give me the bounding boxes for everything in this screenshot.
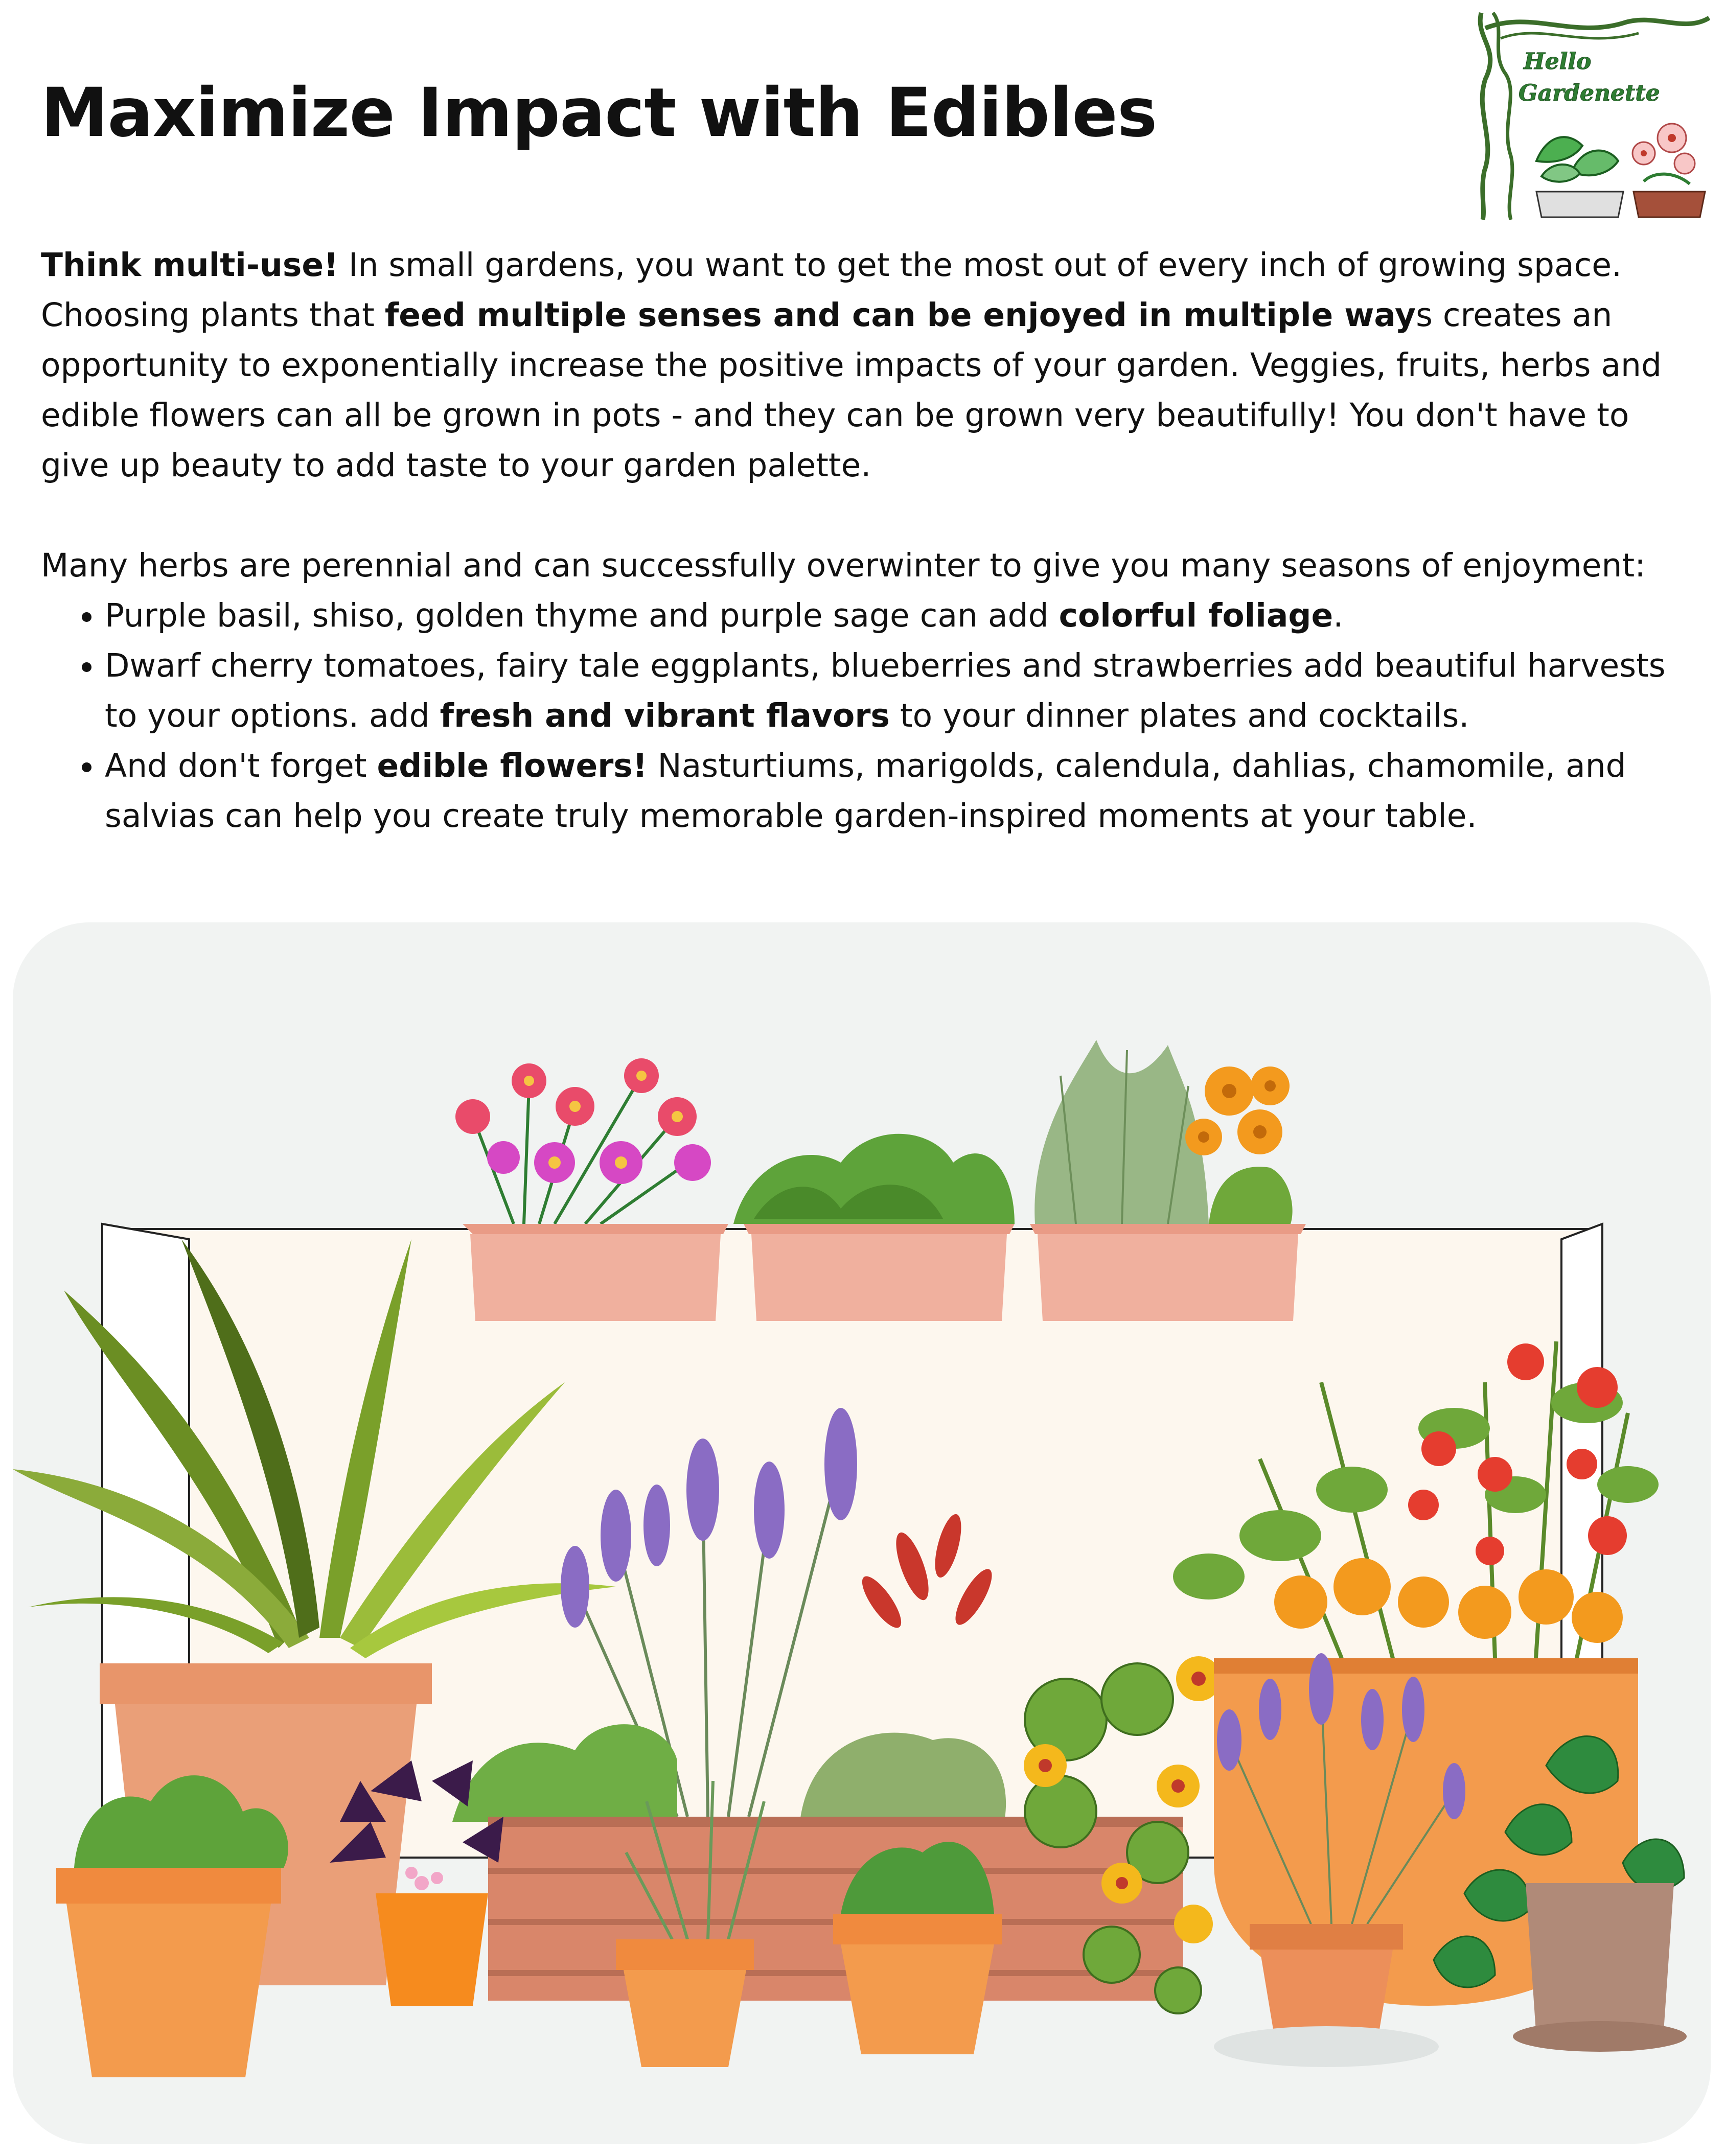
logo-line2: Gardenette xyxy=(1519,80,1660,106)
herbs-list xyxy=(41,591,1707,841)
list-item-bold: edible flowers! xyxy=(377,747,648,784)
page-title: Maximize Impact with Edibles xyxy=(41,74,1157,152)
intro-lead-bold: Think multi-use! xyxy=(41,246,338,284)
zinnia-planter xyxy=(455,1058,728,1321)
list-item-text: to your dinner plates and cocktails. xyxy=(889,697,1469,734)
parsley-planter xyxy=(733,1134,1015,1321)
hello-gardenette-logo xyxy=(1470,8,1710,220)
parsley-pot xyxy=(56,1775,288,2077)
list-item-bold: fresh and vibrant flavors xyxy=(440,697,890,734)
list-item-text: And don't forget xyxy=(105,747,377,784)
list-item xyxy=(105,591,1707,641)
intro-text-1: In small gardens, you want to get the most out of every inch of growing space. Choosing plants that xyxy=(41,246,1622,334)
logo-artwork xyxy=(1470,8,1710,220)
list-item-text: Purple basil, shiso, golden thyme and purple sage can add xyxy=(105,597,1059,634)
list-item xyxy=(105,741,1707,841)
thyme-and-calendula-planter xyxy=(1030,1040,1306,1321)
logo-line1: Hello xyxy=(1524,49,1592,75)
garden-illustration-panel xyxy=(13,922,1711,2144)
mint-pot xyxy=(833,1842,1002,2054)
container-garden-illustration xyxy=(13,922,1711,2144)
list-item-bold: colorful foliage xyxy=(1059,597,1333,634)
intro-paragraph xyxy=(41,240,1707,491)
herbs-lead: Many herbs are perennial and can successfully overwinter to give you many seasons of enjoyment: xyxy=(41,547,1646,584)
list-item xyxy=(105,641,1707,741)
list-item-text: Dwarf cherry tomatoes, fairy tale eggplants, blueberries and strawberries add beautiful harvests to your options. add xyxy=(105,647,1666,734)
list-item-text: . xyxy=(1333,597,1344,634)
intro-bold-2: feed multiple senses and can be enjoyed in multiple way xyxy=(384,296,1416,334)
intro-text-2: s creates an opportunity to exponentially increase the positive impacts of your garden. Veggies, fruits, herbs and edible flowers can all be grown in pots - and they can be grown very beautifully! You don't have to give up beauty to add taste to your garden palette. xyxy=(41,296,1662,484)
article-body xyxy=(41,240,1707,841)
list-item-text: Nasturtiums, marigolds, calendula, dahlias, chamomile, and salvias can help you create truly memorable garden-inspired moments at your table. xyxy=(105,747,1626,834)
